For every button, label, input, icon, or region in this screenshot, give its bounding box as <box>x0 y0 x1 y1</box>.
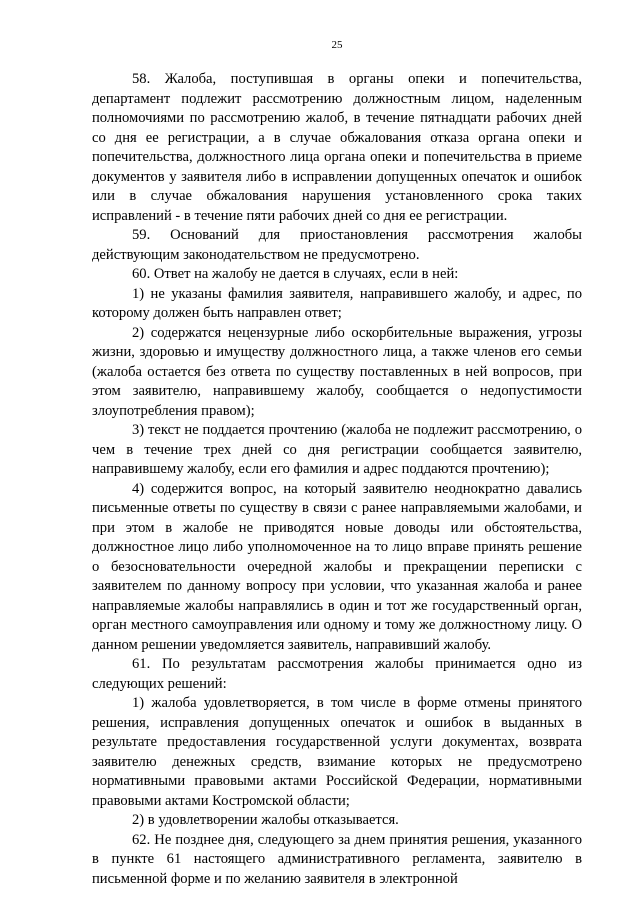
paragraph-58: 58. Жалоба, поступившая в органы опеки и попечительства, департамент подлежит рассмотрению должностным лицом, наделенным полномочиями по рассмотрению жалоб, в течение пятнадцати рабочих дней со дня ее регистрации, а в случае обжалования отказа органа опеки и попечительства, должностного лица органа опеки и попечительства в приеме документов у заявителя либо в исправлении допущенных опечаток и ошибок или в случае обжалования нарушения установленного срока таких исправлений - в течение пяти рабочих дней со дня ее регистрации. <box>92 71 582 224</box>
paragraph-61-item-1: 1) жалоба удовлетворяется, в том числе в форме отмены принятого решения, исправления допущенных опечаток и ошибок в выданных в результате предоставления государственной услуги документах, возврата заявителю денежных средств, взимание которых не предусмотрено нормативными правовыми актами Российской Федерации, нормативными правовыми актами Костромской области; <box>92 695 582 809</box>
paragraph-60-item-2: 2) содержатся нецензурные либо оскорбительные выражения, угрозы жизни, здоровью и имуществу должностного лица, а также членов его семьи (жалоба остается без ответа по существу поставленных в ней вопросов, при этом заявителю, направившему жалобу, сообщается о недопустимости злоупотребления правом); <box>92 324 582 419</box>
paragraph-60-item-1: 1) не указаны фамилия заявителя, направившего жалобу, и адрес, по которому должен быть направлен ответ; <box>92 285 582 321</box>
paragraph-60: 60. Ответ на жалобу не дается в случаях, если в ней: <box>132 266 459 282</box>
paragraph-60-item-3: 3) текст не поддается прочтению (жалоба не подлежит рассмотрению, о чем в течение трех дней со дня регистрации сообщается заявителю, направившему жалобу, если его фамилия и адрес поддаются прочтению); <box>92 422 582 477</box>
paragraph-60-item-4: 4) содержится вопрос, на который заявителю неоднократно давались письменные ответы по существу в связи с ранее направляемыми жалобами, и при этом в жалобе не приводятся новые доводы или обстоятельства, должностное лицо либо уполномоченное на то лицо вправе принять решение о безосновательности очередной жалобы и прекращении переписки с заявителем по данному вопросу при условии, что указанная жалоба и ранее направляемые жалобы направлялись в один и тот же государственный орган, орган местного самоуправления или одному и тому же должностному лицу. О данном решении уведомляется заявитель, направивший жалобу. <box>92 480 582 653</box>
page-number: 25 <box>331 39 343 51</box>
paragraph-59: 59. Оснований для приостановления рассмотрения жалобы действующим законодательством не предусмотрено. <box>92 227 582 263</box>
paragraph-61-item-2: 2) в удовлетворении жалобы отказывается. <box>132 812 399 828</box>
paragraph-61: 61. По результатам рассмотрения жалобы принимается одно из следующих решений: <box>92 656 582 692</box>
paragraph-62: 62. Не позднее дня, следующего за днем принятия решения, указанного в пункте 61 настоящего административного регламента, заявителю в письменной форме и по желанию заявителя в электронной <box>92 831 582 887</box>
